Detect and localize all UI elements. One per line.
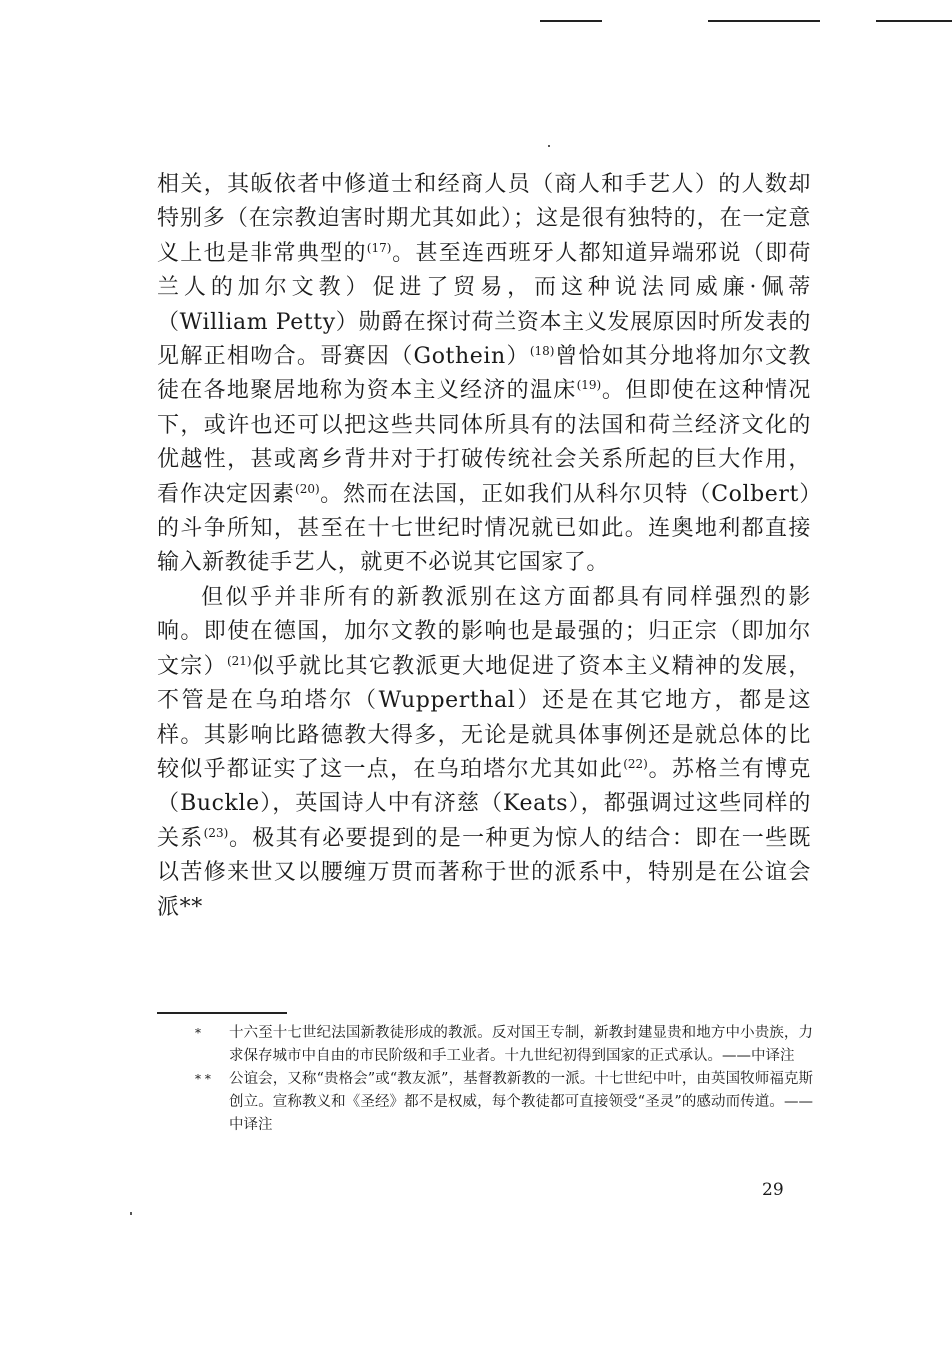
footnote-1 [195, 1022, 813, 1068]
top-rule-3 [876, 20, 952, 22]
note-reference: (17) [366, 240, 392, 255]
note-reference: (19) [576, 378, 602, 393]
text-run: 。甚至连西班牙人都知道异端邪说（即荷兰人的加尔文教）促进了贸易，而这种说法同威廉·佩蒂（William Petty）勋爵在探讨荷兰资本主义发展原因时所发表的见解正相吻合。哥赛因（Gothein） [157, 240, 811, 370]
footnote-separator [157, 1012, 287, 1014]
text-run: 曾恰如其分地将加尔文教徒在各地聚居地称为资本主义经济的温床 [157, 344, 811, 404]
top-rule-2 [708, 20, 820, 22]
note-reference: (18) [529, 344, 555, 359]
text-run: 但似乎并非所有的新教派别在这方面都具有同样强烈的影响。即使在德国，加尔文教的影响也是最强的；归正宗（即加尔文宗） [157, 584, 811, 679]
footnote-mark: * * [195, 1072, 211, 1086]
text-run: 相关，其皈依者中修道士和经商人员（商人和手艺人）的人数却特别多（在宗教迫害时期尤其如此）；这是很有独特的，在一定意义上也是非常典型的 [157, 172, 811, 266]
text-run: 。极其有必要提到的是一种更为惊人的结合：即在一些既以苦修来世又以腰缠万贯而著称于世的派系中，特别是在公谊会派** [157, 825, 811, 920]
main-text [157, 168, 811, 925]
text-run: 。苏格兰有博克（Buckle），英国诗人中有济慈（Keats），都强调过这些同样的关系 [157, 756, 811, 851]
scan-speck [548, 145, 550, 147]
page-number: 29 [762, 1180, 784, 1200]
note-reference: (23) [203, 825, 229, 840]
footnote-mark: * [195, 1026, 201, 1040]
note-reference: (22) [623, 756, 648, 771]
text-run: 。然而在法国，正如我们从科尔贝特（Colbert）的斗争所知，甚至在十七世纪时情况就已如此。连奥地利都直接输入新教徒手艺人，就更不必说其它国家了。 [157, 481, 811, 576]
footnote-text: 十六至十七世纪法国新教徒形成的教派。反对国王专制，新教封建显贵和地方中小贵族，力求保存城市中自由的市民阶级和手工业者。十九世纪初得到国家的正式承认。——中译注 [229, 1025, 813, 1064]
top-rule-1 [540, 20, 602, 22]
note-reference: (20) [295, 481, 320, 496]
paragraph-1 [157, 168, 811, 581]
footnote-text: 公谊会，又称“贵格会”或“教友派”，基督教新教的一派。十七世纪中叶，由英国牧师福克斯创立。宣称教义和《圣经》都不是权威，每个教徒都可直接领受“圣灵”的感动而传道。——中译注 [229, 1071, 813, 1133]
footnote-2 [195, 1068, 813, 1137]
paragraph-2 [157, 581, 811, 925]
footnotes [195, 1022, 813, 1137]
scan-speck [130, 1212, 132, 1215]
text-run: 。但即使在这种情况下，或许也还可以把这些共同体所具有的法国和荷兰经济文化的优越性，甚或离乡背井对于打破传统社会关系所起的巨大作用，看作决定因素 [157, 378, 811, 507]
note-reference: (21) [226, 653, 252, 668]
text-run: 似乎就比其它教派更大地促进了资本主义精神的发展，不管是在乌珀塔尔（Wupperthal）还是在其它地方，都是这样。其影响比路德教大得多，无论是就具体事例还是就总体的比较似乎都证实了这一点，在乌珀塔尔尤其如此 [157, 653, 811, 782]
